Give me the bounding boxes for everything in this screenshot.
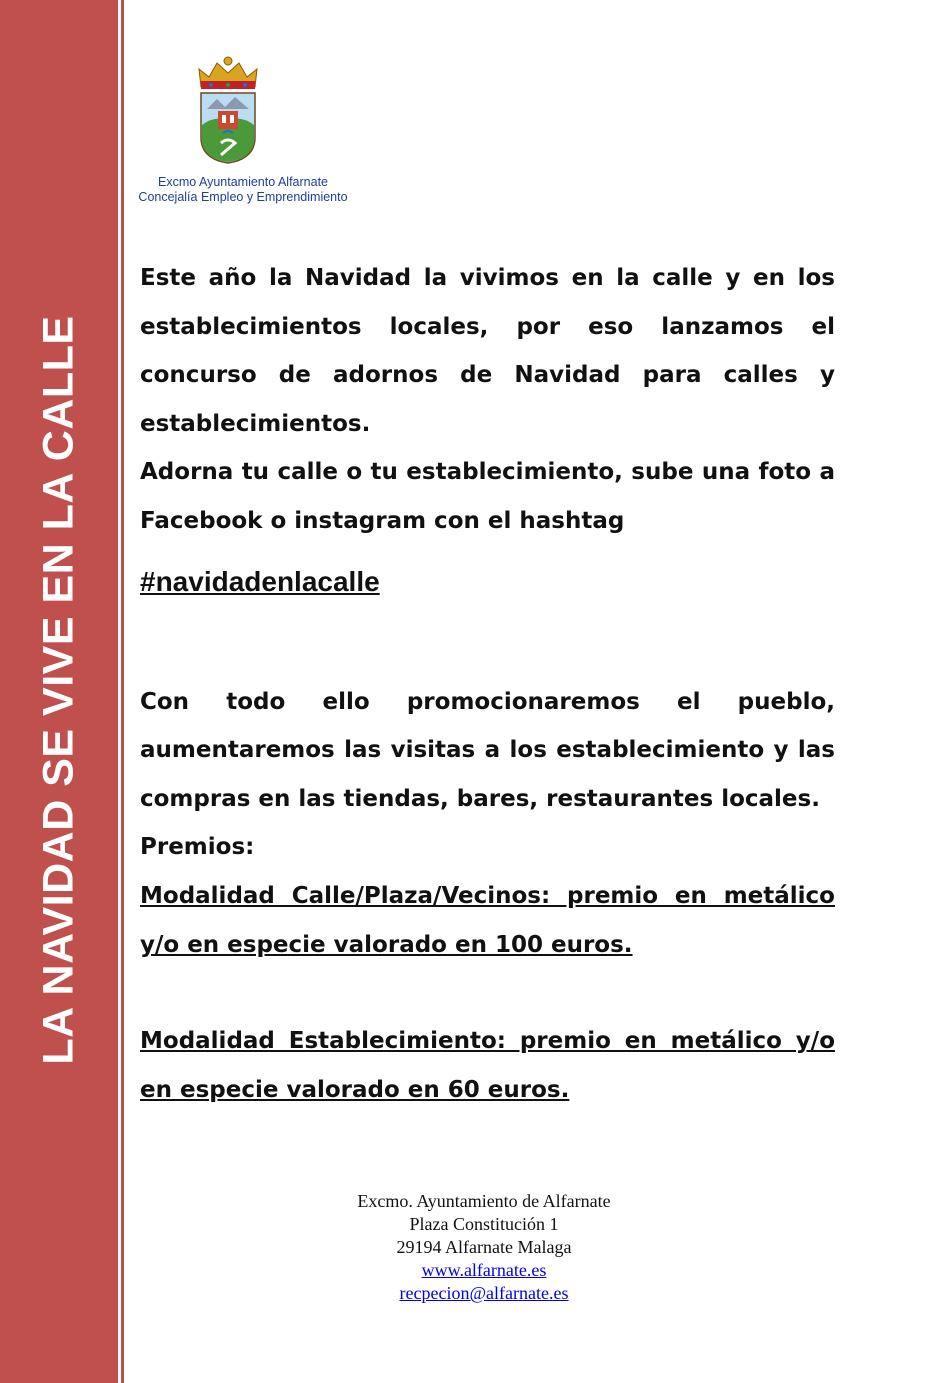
organization-label — [125, 175, 361, 205]
website-link[interactable]: www.alfarnate.es — [421, 1260, 547, 1280]
org-line-1: Excmo Ayuntamiento Alfarnate — [157, 175, 328, 189]
footer-line-1: Excmo. Ayuntamiento de Alfarnate — [357, 1191, 611, 1211]
org-line-2: Concejalía Empleo y Emprendimiento — [138, 190, 348, 204]
footer-address — [300, 1190, 668, 1305]
instructions-paragraph: Adorna tu calle o tu establecimiento, sube una foto a Facebook o instagram con el hashtag — [140, 459, 835, 534]
spacer — [140, 610, 835, 678]
sidebar-title: LA NAVIDAD SE VIVE EN LA CALLE — [34, 315, 83, 1065]
promotion-paragraph: Con todo ello promocionaremos el pueblo, aumentaremos las visitas a los establecimiento y las compras en las tiendas, bares, restaurantes locales. — [140, 688, 835, 812]
email-link[interactable]: recpecion@alfarnate.es — [399, 1283, 569, 1303]
footer-line-2: Plaza Constitución 1 — [409, 1214, 559, 1234]
spacer — [140, 969, 835, 1017]
announcement-body — [140, 254, 835, 1114]
hashtag: #navidadenlacalle — [140, 565, 380, 597]
sidebar-banner — [0, 0, 118, 1383]
sidebar-divider — [121, 0, 124, 1383]
coat-of-arms-icon — [195, 55, 261, 165]
prize-street: Modalidad Calle/Plaza/Vecinos: premio en metálico y/o en especie valorado en 100 euros. — [140, 882, 835, 958]
intro-paragraph: Este año la Navidad la vivimos en la calle y en los establecimientos locales, por eso lanzamos el concurso de adornos de Navidad para calles y establecimientos. — [140, 265, 835, 437]
prize-establishment: Modalidad Establecimiento: premio en metálico y/o en especie valorado en 60 euros. — [140, 1028, 835, 1103]
footer-line-3: 29194 Alfarnate Malaga — [396, 1237, 572, 1257]
prizes-label: Premios: — [140, 834, 255, 861]
